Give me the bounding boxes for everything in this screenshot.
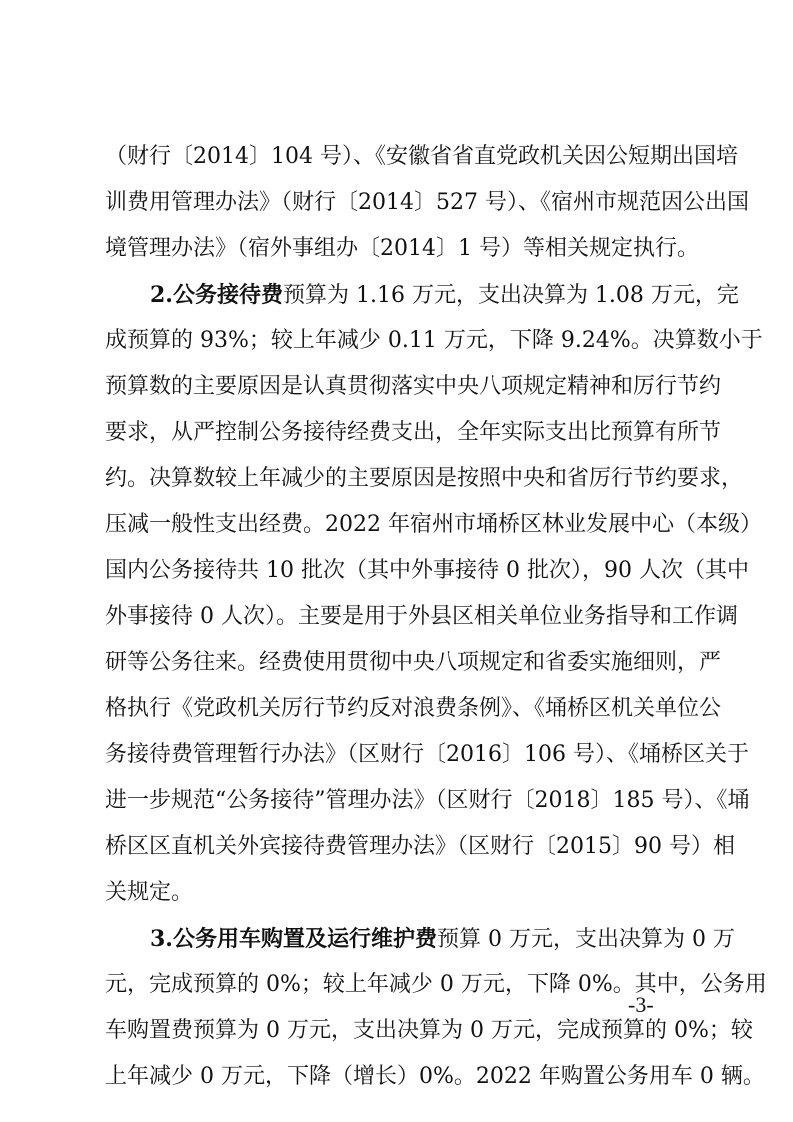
- paragraph2-line-10: 格执行《党政机关厉行节约反对浪费条例》、《埇桥区机关单位公: [105, 696, 722, 721]
- paragraph3-heading: 3.公务用车购置及运行维护费: [150, 926, 437, 952]
- paragraph2-line-8: 外事接待 0 人次）。主要是用于外县区相关单位业务指导和工作调: [105, 604, 738, 629]
- paragraph3-first-line: [150, 925, 735, 954]
- paragraph1-line-1: （财行〔2014〕104 号）、《安徽省省直党政机关因公短期出国培: [105, 144, 738, 169]
- paragraph2-line-13: 桥区区直机关外宾接待费管理办法》（区财行〔2015〕90 号）相: [105, 834, 735, 859]
- paragraph3-line-4: 上年减少 0 万元，下降（增长）0%。2022 年购置公务用车 0 辆。: [105, 1064, 765, 1089]
- paragraph2-line-7: 国内公务接待共 10 批次（其中外事接待 0 批次），90 人次（其中: [105, 558, 749, 583]
- paragraph2-line-5: 约。决算数较上年减少的主要原因是按照中央和省厉行节约要求，: [105, 466, 744, 491]
- paragraph1-line-3: 境管理办法》（宿外事组办〔2014〕1 号）等相关规定执行。: [105, 236, 699, 261]
- paragraph3-line-2: 元，完成预算的 0%；较上年减少 0 万元，下降 0%。其中，公务用: [105, 972, 767, 997]
- paragraph3-first-line-text: 预算 0 万元，支出决算为 0 万: [436, 927, 735, 952]
- paragraph2-line-2: 成预算的 93%；较上年减少 0.11 万元，下降 9.24%。决算数小于: [105, 328, 763, 353]
- paragraph2-line-11: 务接待费管理暂行办法》（区财行〔2016〕106 号）、《埇桥区关于: [105, 742, 749, 767]
- paragraph3-line-3: 车购置费预算为 0 万元，支出决算为 0 万元，完成预算的 0%；较: [105, 1018, 753, 1043]
- paragraph2-line-6: 压减一般性支出经费。2022 年宿州市埇桥区林业发展中心（本级）: [105, 512, 762, 537]
- paragraph2-line-3: 预算数的主要原因是认真贯彻落实中央八项规定精神和厉行节约: [105, 374, 722, 399]
- paragraph2-first-line-text: 预算为 1.16 万元，支出决算为 1.08 万元，完: [282, 283, 739, 308]
- paragraph2-line-12: 进一步规范“公务接待”管理办法》（区财行〔2018〕185 号）、《埇: [105, 788, 750, 813]
- page-number: -3-: [628, 992, 654, 1017]
- paragraph2-first-line: [150, 281, 739, 310]
- paragraph2-line-14: 关规定。: [105, 880, 194, 905]
- paragraph1-line-2: 训费用管理办法》（财行〔2014〕527 号）、《宿州市规范因公出国: [105, 190, 749, 215]
- paragraph2-line-4: 要求，从严控制公务接待经费支出，全年实际支出比预算有所节: [105, 420, 722, 445]
- paragraph2-line-9: 研等公务往来。经费使用贯彻中央八项规定和省委实施细则，严: [105, 650, 722, 675]
- paragraph2-heading: 2.公务接待费: [150, 282, 283, 308]
